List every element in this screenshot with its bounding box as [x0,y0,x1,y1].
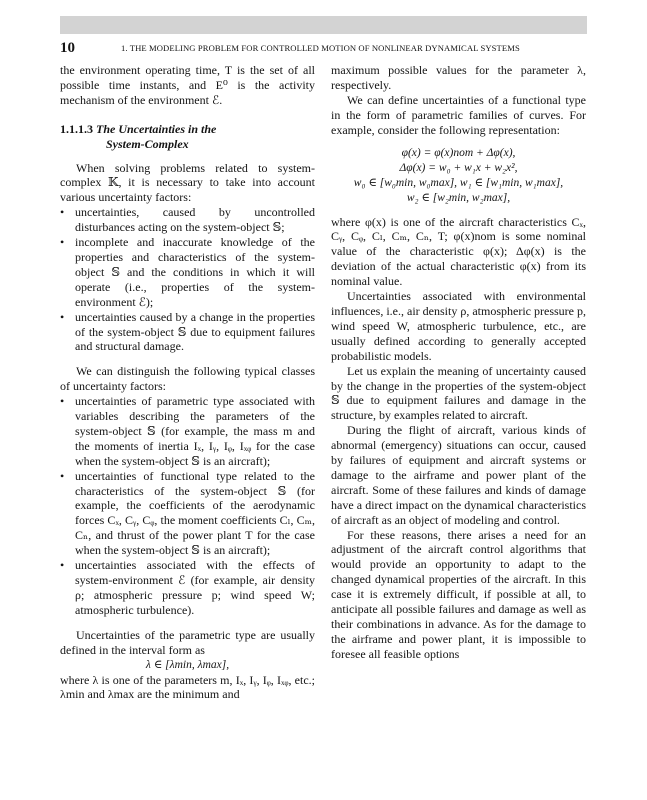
formula-line: Δφ(x) = w₀ + w₁x + w₂x², [399,161,518,174]
list-item: • uncertainties caused by a change in the properties of the system-object 𝕊 due to equipment failures and structural damage. [60,310,315,355]
page-number: 10 [60,40,75,56]
header-bar [60,16,587,34]
paragraph: During the flight of aircraft, various kinds of abnormal (emergency) situations can occur, caused by failures of equipment and aircraft systems or damage to the airframe and power plant of the aircraft. Some of these failures and kinds of damage have a direct impact on the dynamical characteristics of aircraft as an object of modeling and control. [331,423,586,527]
paragraph: where φ(x) is one of the aircraft characteristics Cₓ, Cᵧ, Cᵩ, Cₗ, Cₘ, Cₙ, T; φ(x)nom is some nominal value of the characteristic φ(x); Δφ(x) is the deviation of the actual characteristic φ(x) from its nominal value. [331,214,586,289]
right-column [331,63,586,662]
list-item: • incomplete and inaccurate knowledge of the properties and characteristics of the system-object 𝕊 and the conditions in which it will operate (i.e., properties of the system-environment ℰ); [60,235,315,310]
formula-line: w₀ ∈ [w₀min, w₀max], w₁ ∈ [w₁min, w₁max], [353,176,564,189]
section-title-line2: System-Complex [106,136,189,151]
section-heading [60,122,315,152]
paragraph: maximum possible values for the parameter λ, respectively. [331,63,586,92]
formula-line: φ(x) = φ(x)nom + Δφ(x), [401,146,516,159]
uncertainty-list [60,205,315,354]
paragraph: When solving problems related to system-complex 𝕂, it is necessary to take into account various uncertainty factors: [60,160,315,205]
paragraph: We can define uncertainties of a functional type in the form of parametric families of curves. For example, consider the following representation: [331,92,586,137]
paragraph: where λ is one of the parameters m, Iₓ, Iᵧ, Iᵩ, Iₓᵩ, etc.; λmin and λmax are the minimum and [60,672,315,702]
running-head: 1. THE MODELING PROBLEM FOR CONTROLLED MOTION OF NONLINEAR DYNAMICAL SYSTEMS [121,43,520,53]
paragraph: For these reasons, there arises a need for an adjustment of the aircraft control algorithms that would provide an opportunity to adapt to the changed dynamical properties of the aircraft. In this case it is extremely difficult, if possible at all, to anticipate all possible failures and damage as well as their combinations in advance. As for the damage to the airframe and power plant, it is impossible to foresee all feasible options [331,527,586,661]
section-number: 1.1.1.3 [60,121,93,136]
paragraph: Uncertainties of the parametric type are usually defined in the interval form as [60,627,315,657]
paragraph: Uncertainties associated with environmental influences, i.e., air density ρ, atmospheric pressure p, wind speed W, atmospheric turbulence, etc., are usually defined according to generally accepted probabilistic models. [331,289,586,363]
list-item: • uncertainties of parametric type associated with variables describing the parameters of the system-object 𝕊 (for example, the mass m and the moments of inertia Iₓ, Iᵧ, Iᵩ, Iₓᵩ for the case when the system-object 𝕊 is an aircraft); [60,394,315,469]
list-item: • uncertainties, caused by uncontrolled disturbances acting on the system-object 𝕊; [60,205,315,235]
paragraph: Let us explain the meaning of uncertainty caused by the change in the properties of the system-object 𝕊 due to equipment failures and damage in the structure, by examples related to aircraft. [331,363,586,423]
left-column [60,63,315,702]
list-item: • uncertainties associated with the effects of system-environment ℰ (for example, air density ρ; atmospheric pressure p; wind speed W; atmospheric turbulence). [60,558,315,618]
paragraph: the environment operating time, T is the set of all possible time instants, and E⁰ is the activity mechanism of the environment ℰ. [60,63,315,107]
formula-block [331,146,586,206]
section-title-line1: The Uncertainties in the [96,121,217,136]
paragraph: We can distinguish the following typical classes of uncertainty factors: [60,364,315,394]
interval-formula: λ ∈ [λmin, λmax], [145,658,230,671]
uncertainty-classes-list [60,394,315,618]
formula-line: w₂ ∈ [w₂min, w₂max], [406,191,511,204]
list-item: • uncertainties of functional type related to the characteristics of the system-object 𝕊 (for example, the coefficients of the aerodynamic forces Cₓ, Cᵧ, Cᵩ, the moment coefficients Cₗ, Cₘ, Cₙ, and thrust of the power plant T for the case when the system-object 𝕊 is an aircraft); [60,469,315,558]
